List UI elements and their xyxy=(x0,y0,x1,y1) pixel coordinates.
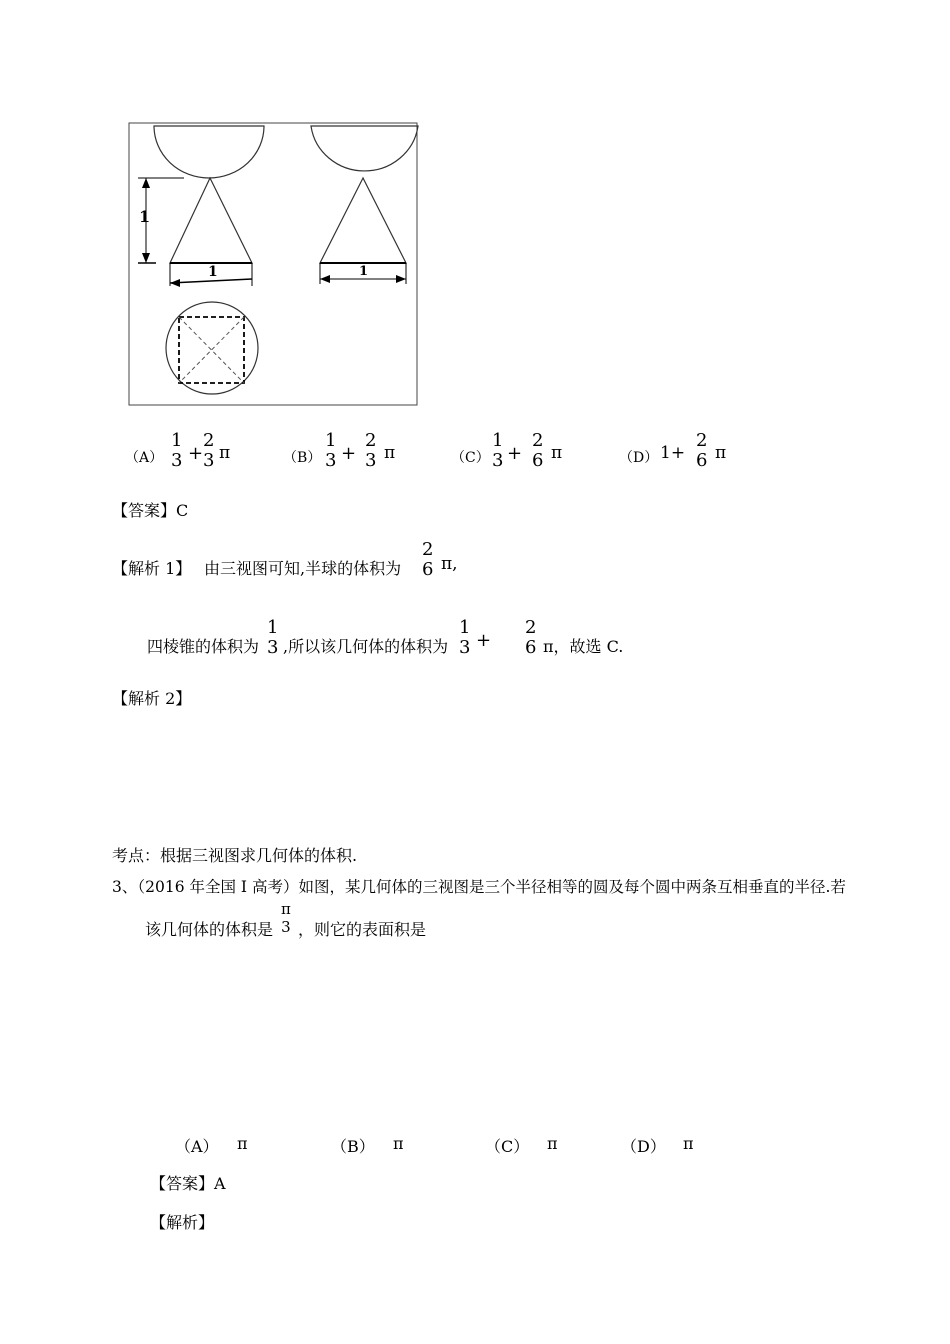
option-d-label: （D） xyxy=(619,450,659,466)
option-b-pi: π xyxy=(384,443,396,463)
analysis1-line2-b: ,所以该几何体的体积为 xyxy=(283,637,449,656)
q3-stem-line2-b: ，则它的表面积是 xyxy=(298,920,427,939)
q3-option-a-label: （A） xyxy=(175,1137,219,1156)
q3-option-b-value: π xyxy=(393,1134,404,1153)
option-b-frac1: 1 3 xyxy=(325,430,337,471)
q3-analysis-label: 【解析】 xyxy=(150,1213,215,1232)
kaodian: 考点：根据三视图求几何体的体积. xyxy=(112,846,358,865)
q2-answer: 【答案】C xyxy=(112,501,189,520)
q3-stem-line1: 3、（2016 年全国 I 高考）如图，某几何体的三视图是三个半径相等的圆及每个圆中两条互相垂直的半径.若 xyxy=(112,878,846,896)
q3-option-d-value: π xyxy=(683,1134,694,1153)
analysis2-label: 【解析 2】 xyxy=(112,689,192,708)
option-d-lead: 1+ xyxy=(660,443,686,463)
q3-option-a-value: π xyxy=(237,1134,248,1153)
option-a-plus: + xyxy=(188,443,204,464)
analysis1-text: 由三视图可知,半球的体积为 xyxy=(204,559,402,578)
option-a-frac2: 2 3 xyxy=(203,430,215,471)
option-c-label: （C） xyxy=(451,450,490,466)
analysis1-line2-c: π，故选 C. xyxy=(543,637,624,656)
q3-option-c-label: （C） xyxy=(485,1137,530,1156)
q3-option-d-label: （D） xyxy=(621,1137,666,1156)
q3-stem-line2-a: 该几何体的体积是 xyxy=(145,920,274,939)
analysis1-label: 【解析 1】 xyxy=(112,559,192,578)
option-c-pi: π xyxy=(551,443,563,463)
option-b-frac2: 2 3 xyxy=(365,430,377,471)
front-width-label: 1 xyxy=(208,264,218,280)
front-height-label: 1 xyxy=(139,207,151,226)
analysis1-line2-frac3: 2 6 xyxy=(525,617,537,658)
q3-option-c-value: π xyxy=(547,1134,558,1153)
analysis1-frac: 2 6 xyxy=(422,539,434,580)
side-width-label: 1 xyxy=(359,264,369,279)
option-c-frac2: 2 6 xyxy=(532,430,544,471)
q3-answer: 【答案】A xyxy=(150,1174,226,1193)
option-a-pi: π xyxy=(219,443,231,463)
option-b-label: （B） xyxy=(283,450,322,466)
analysis1-line2-a: 四棱锥的体积为 xyxy=(147,637,260,656)
q3-option-b-label: （B） xyxy=(331,1137,375,1156)
q3-stem-frac: π 3 xyxy=(281,900,291,936)
option-c-frac1: 1 3 xyxy=(492,430,504,471)
analysis1-tail: π, xyxy=(441,554,458,574)
option-d-frac: 2 6 xyxy=(696,430,708,471)
option-d-pi: π xyxy=(715,443,727,463)
analysis1-line2-frac1: 1 3 xyxy=(267,617,279,658)
option-c-plus: + xyxy=(507,443,523,464)
option-a-label: （A） xyxy=(125,450,164,466)
three-view-figure xyxy=(128,122,420,408)
analysis1-line2-frac2: 1 3 xyxy=(459,617,471,658)
option-a-frac1: 1 3 xyxy=(171,430,183,471)
option-b-plus: + xyxy=(341,443,357,464)
analysis1-line2-plus: + xyxy=(476,630,492,651)
